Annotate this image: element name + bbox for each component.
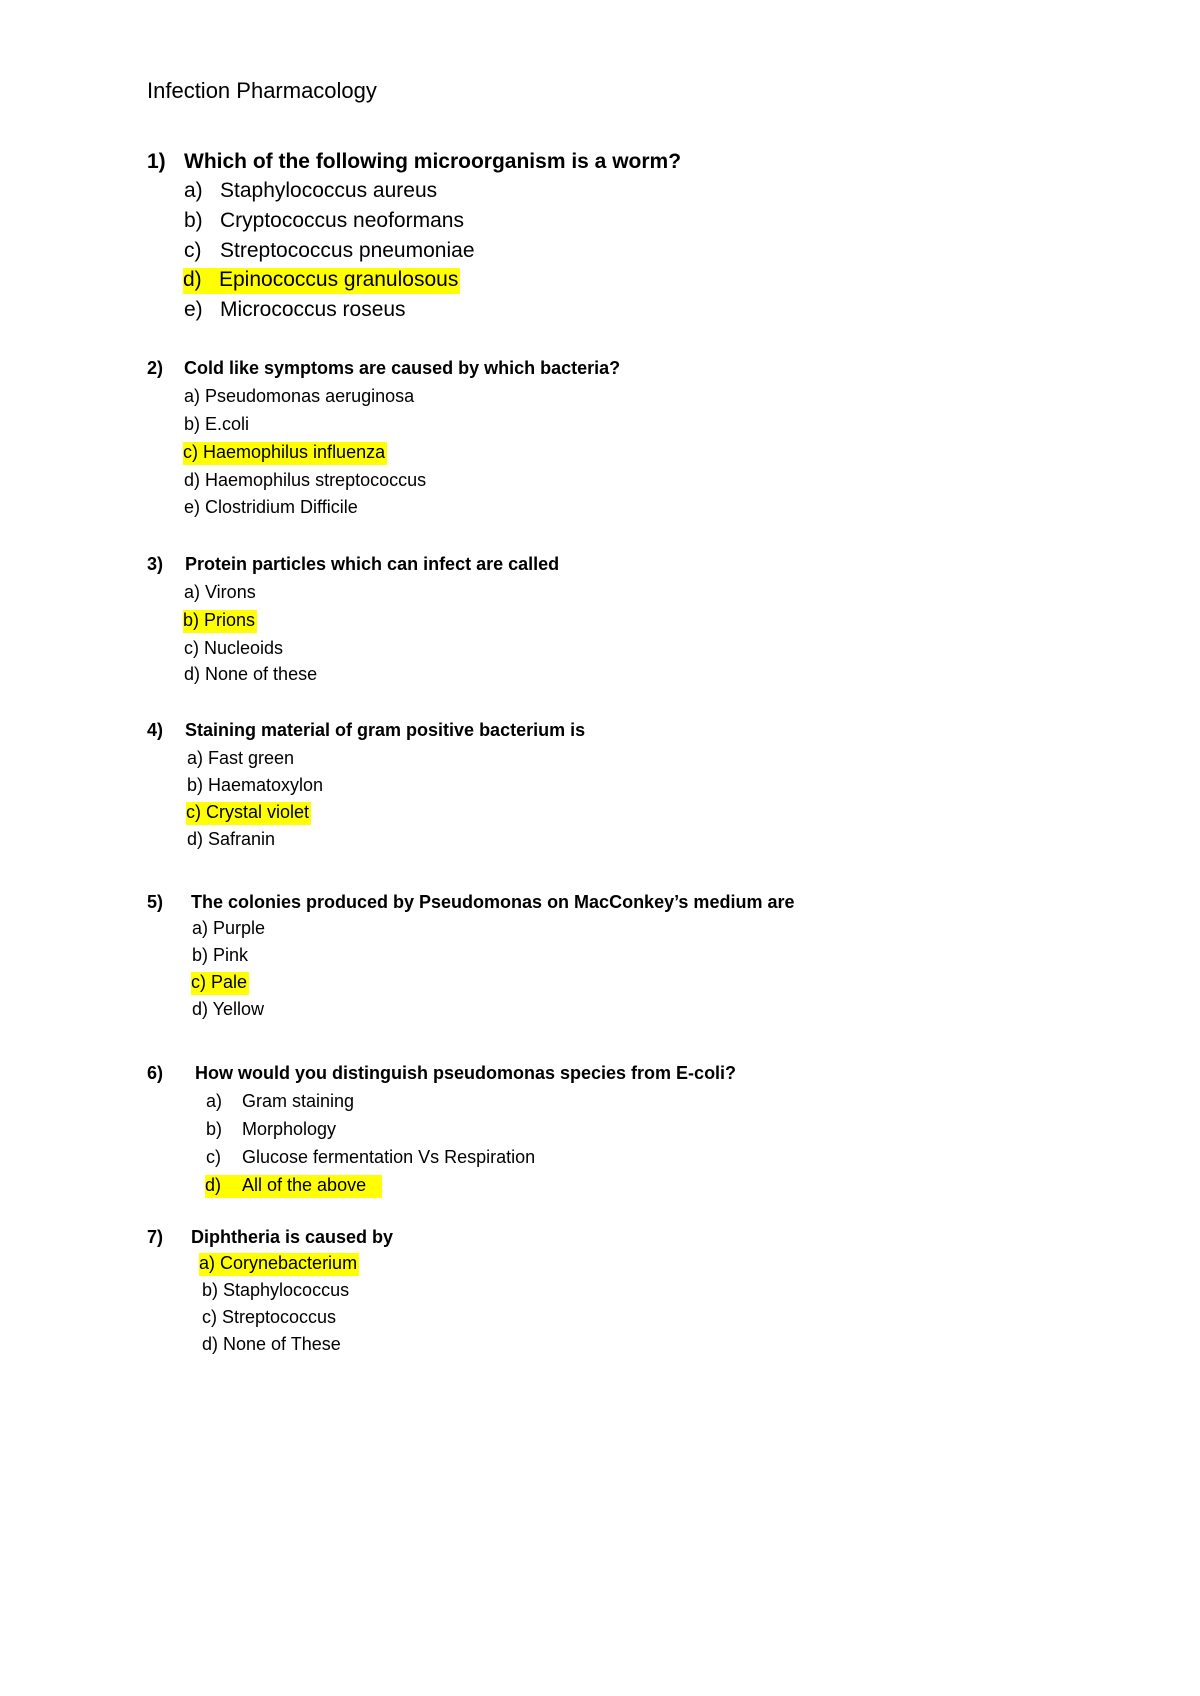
option-d-answer (205, 1175, 382, 1198)
option-d: d) Haemophilus streptococcus (184, 470, 427, 490)
question-text: Which of the following microorganism is a worm? (184, 150, 682, 173)
option-c: c) Nucleoids (184, 638, 284, 658)
option-b (184, 209, 464, 233)
option-label: d) (205, 1175, 222, 1195)
option-c-answer: c) Haemophilus influenza (183, 442, 387, 465)
option-d: d) Yellow (192, 999, 265, 1019)
option-b: b) Staphylococcus (202, 1280, 350, 1300)
option-label: d) (183, 268, 202, 291)
option-d: d) None of These (202, 1334, 341, 1354)
question-number: 5) (147, 892, 164, 912)
option-a: a) Purple (192, 918, 266, 938)
option-a: a) Virons (184, 582, 256, 602)
question-text: The colonies produced by Pseudomonas on MacConkey’s medium are (191, 892, 795, 912)
option-c-answer: c) Crystal violet (186, 802, 311, 825)
option-label: a) (206, 1091, 223, 1111)
option-a (184, 179, 437, 203)
option-a: a) Pseudomonas aeruginosa (184, 386, 415, 406)
option-text: Cryptococcus neoformans (220, 209, 464, 232)
option-text: Streptococcus pneumoniae (220, 239, 475, 262)
option-b-answer: b) Prions (183, 610, 257, 633)
question-number: 7) (147, 1227, 164, 1247)
option-label: c) (206, 1147, 221, 1167)
option-a: a) Fast green (187, 748, 295, 768)
option-text: Staphylococcus aureus (220, 179, 438, 202)
question-number: 3) (147, 554, 164, 574)
question-number: 1) (147, 150, 166, 173)
option-label: c) (184, 239, 202, 262)
page-title: Infection Pharmacology (147, 78, 377, 103)
option-text: Gram staining (242, 1091, 355, 1111)
question-text: Cold like symptoms are caused by which bacteria? (184, 358, 621, 378)
question-number: 6) (147, 1063, 164, 1083)
question-text: Protein particles which can infect are called (185, 554, 560, 574)
option-c (206, 1147, 535, 1168)
option-b: b) E.coli (184, 414, 250, 434)
question-text: How would you distinguish pseudomonas species from E-coli? (195, 1063, 737, 1083)
option-text: All of the above (242, 1175, 367, 1195)
question-number: 4) (147, 720, 164, 740)
option-label: b) (206, 1119, 223, 1139)
option-text: Morphology (242, 1119, 337, 1139)
option-a-answer: a) Corynebacterium (199, 1253, 359, 1276)
option-b: b) Haematoxylon (187, 775, 324, 795)
option-text: Epinococcus granulosous (219, 268, 459, 291)
option-label: b) (184, 209, 203, 232)
option-label: e) (184, 298, 203, 321)
option-c-answer: c) Pale (191, 972, 249, 995)
option-a (206, 1091, 354, 1112)
option-d-answer (183, 268, 460, 294)
option-text: Micrococcus roseus (220, 298, 406, 321)
option-e (184, 298, 406, 322)
option-c: c) Streptococcus (202, 1307, 337, 1327)
question-text: Staining material of gram positive bacterium is (185, 720, 586, 740)
option-d: d) None of these (184, 664, 318, 684)
option-b: b) Pink (192, 945, 249, 965)
option-label: a) (184, 179, 203, 202)
option-c (184, 239, 475, 263)
option-text: Glucose fermentation Vs Respiration (242, 1147, 536, 1167)
question-text: Diphtheria is caused by (191, 1227, 394, 1247)
option-e: e) Clostridium Difficile (184, 497, 358, 517)
option-b (206, 1119, 336, 1140)
question-number: 2) (147, 358, 164, 378)
option-d: d) Safranin (187, 829, 276, 849)
